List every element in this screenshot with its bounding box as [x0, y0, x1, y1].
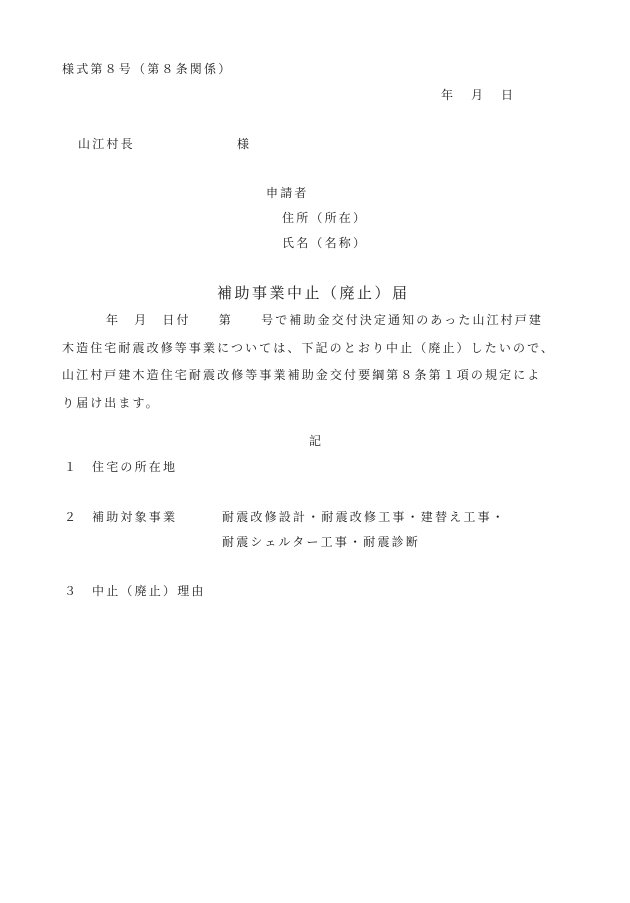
date-month-label: 月 — [471, 88, 486, 102]
document-title: 補助事業中止（廃止）届 — [217, 284, 410, 302]
item-1-label: 住宅の所在地 — [92, 460, 178, 474]
notice-body-line: 木造住宅耐震改修等事業については、下記のとおり中止（廃止）したいので、 — [62, 340, 556, 355]
item-2-value-line1: 耐震改修設計・耐震改修工事・建替え工事・ — [222, 510, 507, 524]
applicant-name-label: 氏名（名称） — [282, 236, 368, 250]
form-number-header: 様式第８号（第８条関係） — [62, 62, 233, 76]
notice-body-line: 山江村戸建木造住宅耐震改修等事業補助金交付要綱第８条第１項の規定によ — [62, 368, 542, 382]
item-3-number: ３ — [64, 584, 79, 598]
addressee-honorific: 様 — [237, 137, 252, 151]
notice-body — [62, 307, 582, 417]
item-1-number: １ — [64, 460, 79, 474]
item-2-value-line2: 耐震シェルター工事・耐震診断 — [222, 535, 421, 549]
applicant-label: 申請者 — [266, 186, 309, 200]
applicant-address-label: 住所（所在） — [282, 211, 368, 225]
item-3-label: 中止（廃止）理由 — [92, 584, 206, 598]
date-year-label: 年 — [441, 88, 456, 102]
item-2-label: 補助対象事業 — [92, 510, 178, 524]
addressee-name: 山江村長 — [78, 137, 135, 151]
notice-body-line: 年 月 日付 第 号で補助金交付決定通知のあった山江村戸建 — [106, 313, 543, 327]
date-day-label: 日 — [501, 88, 516, 102]
notice-body-line: り届け出ます。 — [62, 395, 160, 410]
ki-heading: 記 — [309, 434, 324, 448]
item-2-number: ２ — [64, 510, 79, 524]
